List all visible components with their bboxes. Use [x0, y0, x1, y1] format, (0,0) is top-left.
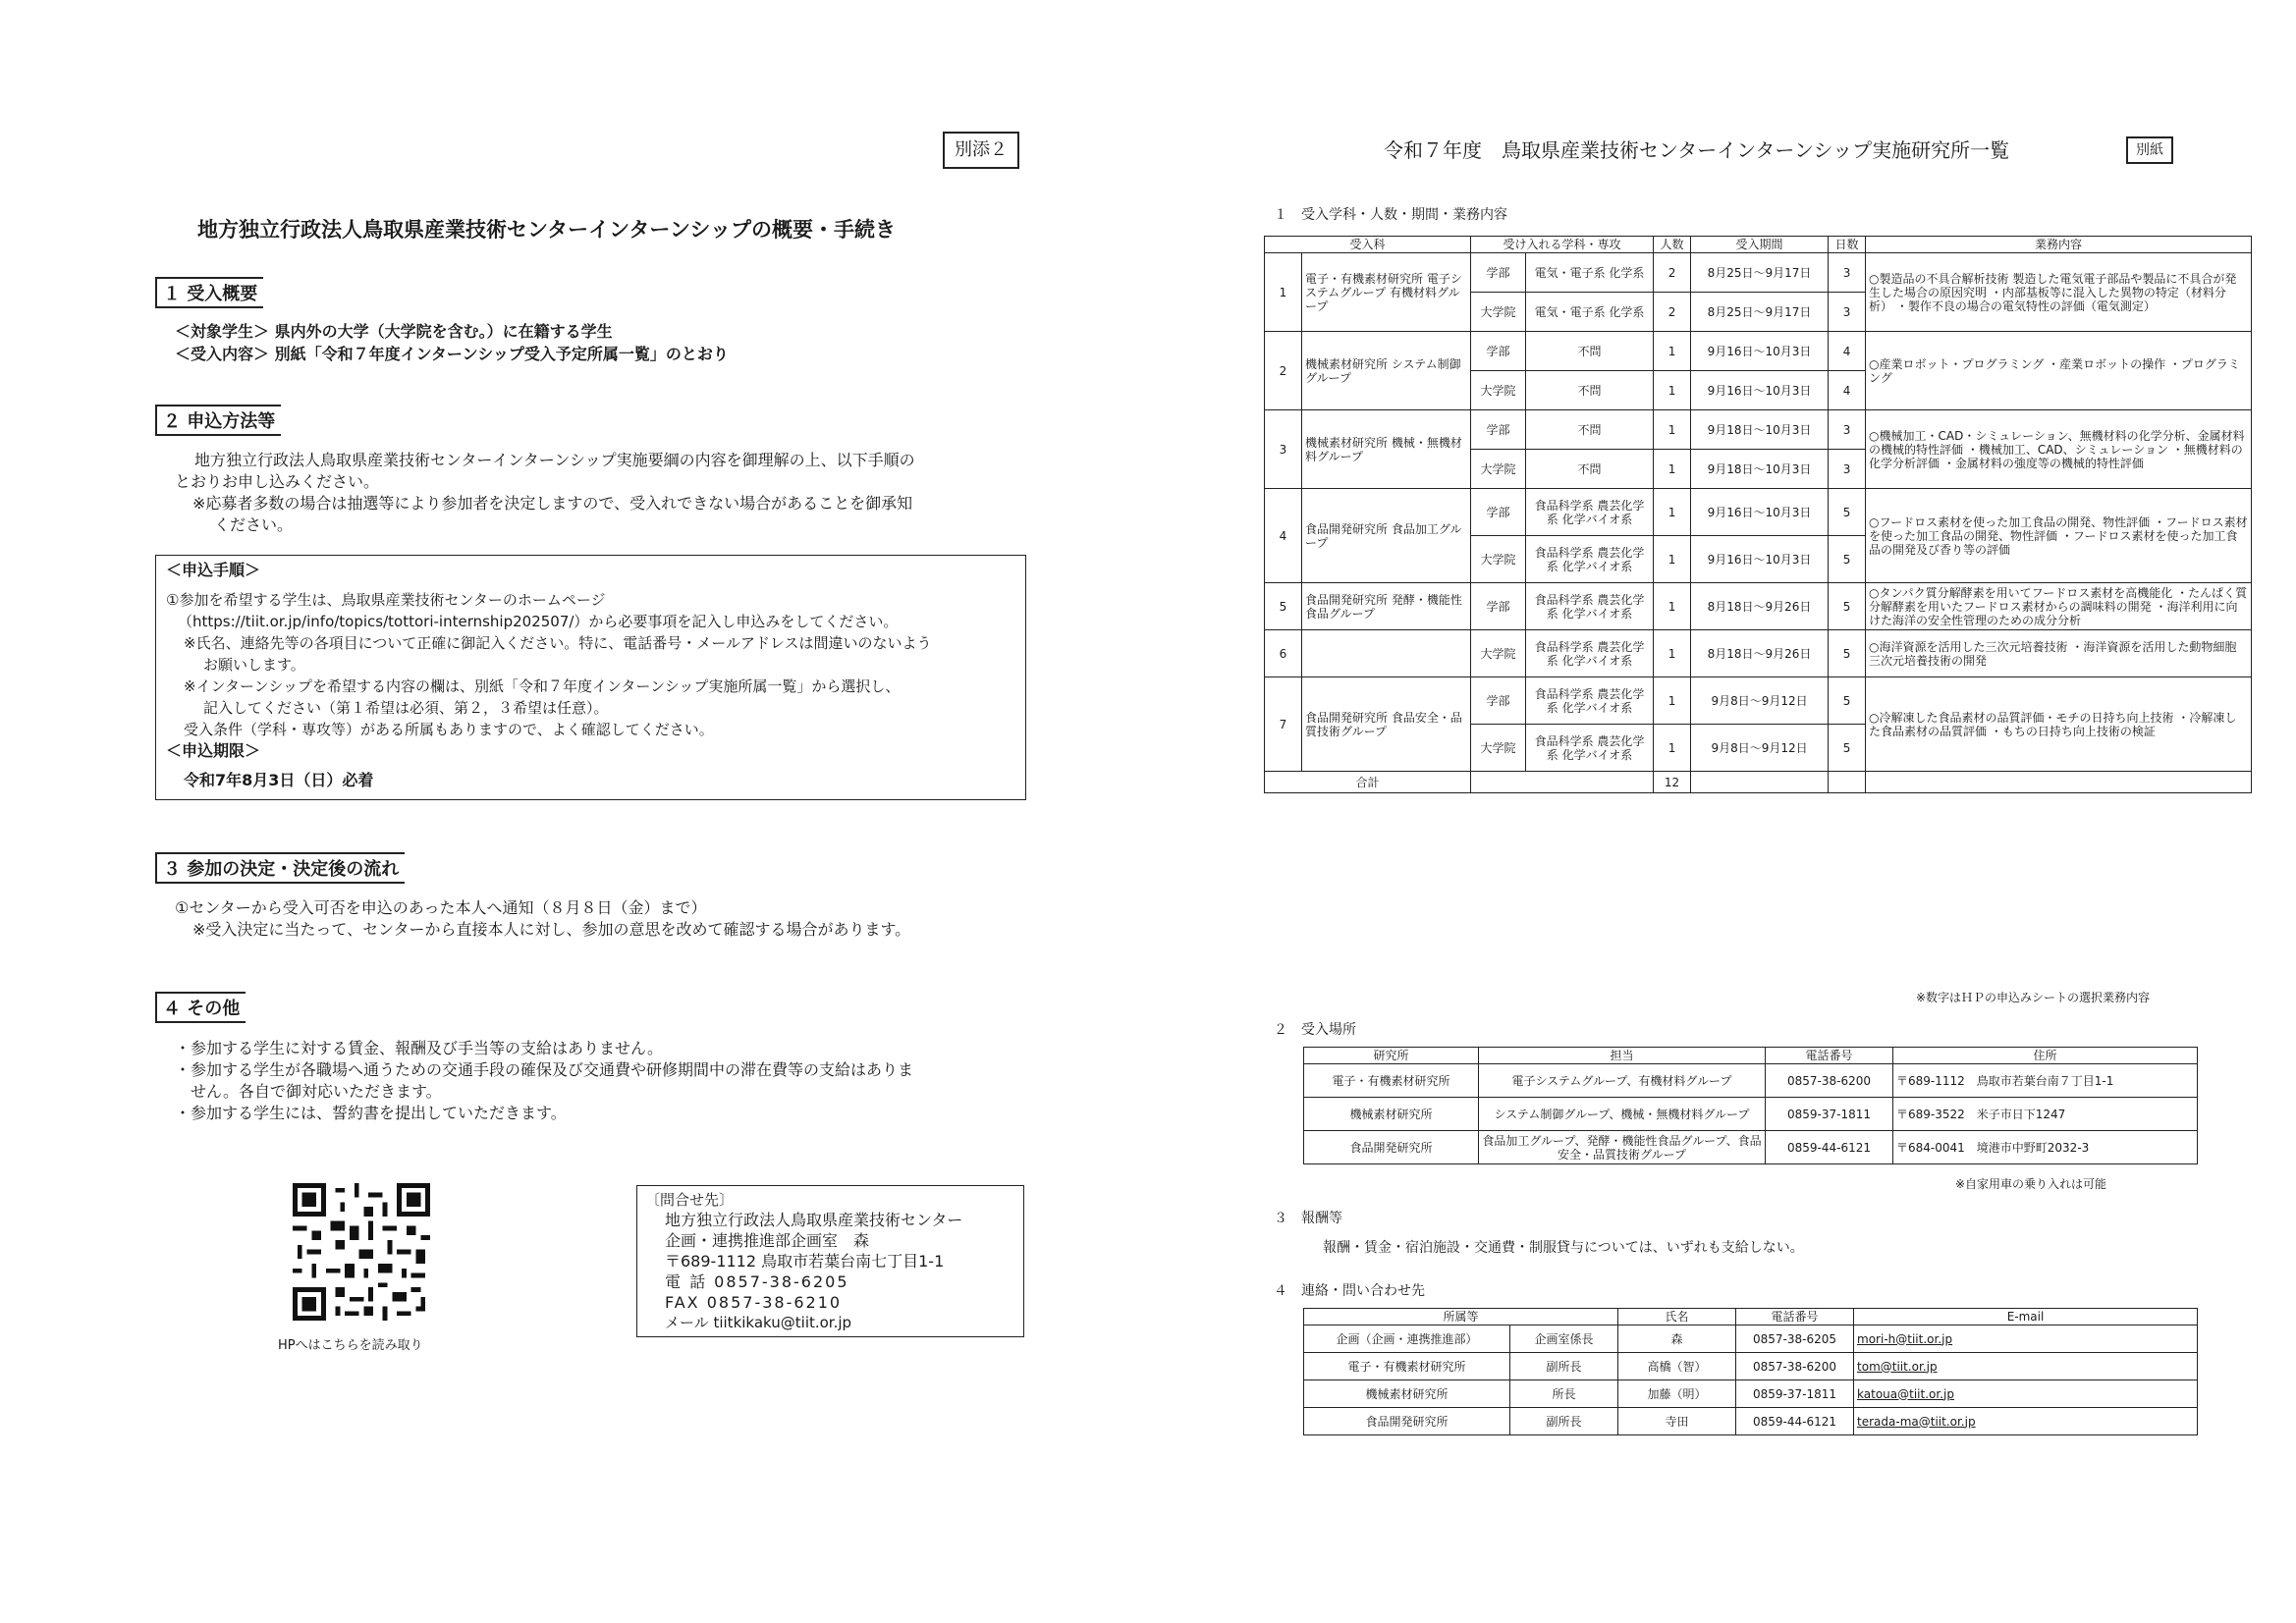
level: 学部: [1471, 253, 1526, 293]
table2-note: ※自家用車の乗り入れは可能: [1955, 1177, 2107, 1191]
contact-address: 〒689-1112 鳥取市若葉台南七丁目1-1: [665, 1252, 945, 1271]
t3-header-affiliation: 所属等: [1304, 1309, 1618, 1325]
period: 8月18日～9月26日: [1691, 583, 1829, 630]
department-name: 機械素材研究所 機械・無機材料グループ: [1302, 410, 1471, 489]
count: 1: [1654, 583, 1691, 630]
days: 3: [1829, 253, 1866, 293]
major: 食品科学系 農芸化学系 化学バイオ系: [1526, 536, 1654, 583]
list-title: 令和７年度 鳥取県産業技術センターインターンシップ実施研究所一覧: [1384, 138, 2010, 162]
contact-cell: 機械素材研究所: [1304, 1380, 1510, 1408]
level: 大学院: [1471, 293, 1526, 332]
count: 1: [1654, 630, 1691, 677]
work-content: ○産業ロボット・プログラミング ・産業ロボットの操作 ・プログラミング: [1866, 332, 2252, 410]
days: 3: [1829, 410, 1866, 450]
location-table: [1303, 1047, 2198, 1164]
section-1-heading: １ 受入概要: [155, 277, 263, 308]
location-cell: 〒684-0041 境港市中野町2032-3: [1893, 1131, 2198, 1164]
email-link[interactable]: katoua@tiit.or.jp: [1854, 1380, 2198, 1408]
lottery-note: ※応募者多数の場合は抽選等により参加者を決定しますので、受入れできない場合があることを御承知: [192, 494, 913, 513]
section-3-heading: ３ 報酬等: [1274, 1211, 1342, 1226]
days: 3: [1829, 450, 1866, 489]
level: 大学院: [1471, 371, 1526, 410]
count: 2: [1654, 293, 1691, 332]
procedure-heading: ＜申込手順＞: [166, 561, 261, 579]
period: 9月18日～10月3日: [1691, 410, 1829, 450]
level: 大学院: [1471, 630, 1526, 677]
other-bullet-1: ・参加する学生に対する賃金、報酬及び手当等の支給はありません。: [175, 1039, 663, 1057]
qr-caption: HPへはこちらを読み取り: [278, 1338, 423, 1353]
table-row: [1265, 489, 2252, 536]
deadline-heading: ＜申込期限＞: [166, 741, 261, 760]
contact-cell: 加藤（明）: [1618, 1380, 1736, 1408]
other-bullet-2: ・参加する学生が各職場へ通うための交通手段の確保及び交通費や研修期間中の滞在費等の支給はありま: [175, 1060, 914, 1079]
level: 大学院: [1471, 536, 1526, 583]
department-name: 電子・有機素材研究所 電子システムグループ 有機材料グループ: [1302, 253, 1471, 332]
contact-org: 地方独立行政法人鳥取県産業技術センター: [665, 1211, 963, 1229]
contact-cell: 副所長: [1510, 1353, 1618, 1380]
email-link[interactable]: tom@tiit.or.jp: [1854, 1353, 2198, 1380]
contact-cell: 0859-37-1811: [1736, 1380, 1854, 1408]
days: 5: [1829, 677, 1866, 725]
email-link[interactable]: mori-h@tiit.or.jp: [1854, 1325, 2198, 1353]
section-2-heading: ２ 受入場所: [1274, 1022, 1356, 1038]
period: 9月16日～10月3日: [1691, 371, 1829, 410]
contact-cell: 食品開発研究所: [1304, 1408, 1510, 1435]
department-name: 食品開発研究所 食品安全・品質技術グループ: [1302, 677, 1471, 772]
period: 9月8日～9月12日: [1691, 677, 1829, 725]
location-cell: 〒689-1112 鳥取市若葉台南７丁目1-1: [1893, 1064, 2198, 1098]
page-title: 地方独立行政法人鳥取県産業技術センターインターンシップの概要・手続き: [197, 218, 896, 242]
t2-header: 電話番号: [1766, 1048, 1893, 1064]
total-row: [1265, 772, 2252, 793]
count: 1: [1654, 332, 1691, 371]
row-number: 4: [1265, 489, 1302, 583]
total-label: 合計: [1265, 772, 1471, 793]
level: 大学院: [1471, 725, 1526, 772]
location-cell: 食品加工グループ、発酵・機能性食品グループ、食品安全・品質技術グループ: [1479, 1131, 1766, 1164]
section-1-heading: １ 受入学科・人数・期間・業務内容: [1274, 207, 1507, 223]
days: 5: [1829, 583, 1866, 630]
attachment-tag: 別添２: [943, 132, 1019, 169]
t2-header: 研究所: [1304, 1048, 1479, 1064]
days: 5: [1829, 536, 1866, 583]
procedure-step-1: ①参加を希望する学生は、鳥取県産業技術センターのホームページ: [166, 591, 606, 609]
row-number: 5: [1265, 583, 1302, 630]
application-procedure-box: [155, 555, 1026, 800]
location-cell: 0857-38-6200: [1766, 1064, 1893, 1098]
t3-header-name: 氏名: [1618, 1309, 1736, 1325]
location-cell: 食品開発研究所: [1304, 1131, 1479, 1164]
contact-box: [636, 1185, 1024, 1337]
major: 電気・電子系 化学系: [1526, 293, 1654, 332]
contact-cell: 企画室係長: [1510, 1325, 1618, 1353]
row-number: 6: [1265, 630, 1302, 677]
work-content: ○フードロス素材を使った加工食品の開発、物性評価 ・フードロス素材を使った加工食品の開発、物性評価 ・フードロス素材を使った加工食品の開発及び香り等の評価: [1866, 489, 2252, 583]
location-cell: 機械素材研究所: [1304, 1098, 1479, 1131]
days: 3: [1829, 293, 1866, 332]
count: 1: [1654, 725, 1691, 772]
contact-cell: 電子・有機素材研究所: [1304, 1353, 1510, 1380]
count: 2: [1654, 253, 1691, 293]
contact-cell: 0857-38-6205: [1736, 1325, 1854, 1353]
level: 学部: [1471, 677, 1526, 725]
contact-heading: 〔問合せ先〕: [645, 1191, 735, 1209]
location-cell: システム制御グループ、機械・無機材料グループ: [1479, 1098, 1766, 1131]
period: 9月18日～10月3日: [1691, 450, 1829, 489]
procedure-note-1-cont: お願いします。: [203, 656, 305, 674]
table-row: [1304, 1064, 2198, 1098]
days: 5: [1829, 489, 1866, 536]
email-link[interactable]: terada-ma@tiit.or.jp: [1854, 1408, 2198, 1435]
days: 5: [1829, 725, 1866, 772]
major: 不問: [1526, 371, 1654, 410]
other-bullet-2-cont: せん。各自で御対応いただきます。: [191, 1082, 442, 1101]
section-4-heading: ４ 連絡・問い合わせ先: [1274, 1283, 1425, 1299]
level: 学部: [1471, 410, 1526, 450]
count: 1: [1654, 536, 1691, 583]
table-row: [1304, 1408, 2198, 1435]
contact-cell: 副所長: [1510, 1408, 1618, 1435]
section-2-heading: ２ 申込方法等: [155, 405, 281, 436]
procedure-note-1: ※氏名、連絡先等の各項目について正確に御記入ください。特に、電話番号・メールアドレスは間違いのないよう: [184, 634, 932, 652]
count: 1: [1654, 410, 1691, 450]
location-cell: 電子システムグループ、有機材料グループ: [1479, 1064, 1766, 1098]
major: 食品科学系 農芸化学系 化学バイオ系: [1526, 630, 1654, 677]
period: 9月8日～9月12日: [1691, 725, 1829, 772]
count: 1: [1654, 489, 1691, 536]
department-name: [1302, 630, 1471, 677]
level: 学部: [1471, 583, 1526, 630]
row-number: 1: [1265, 253, 1302, 332]
table1-note: ※数字はＨＰの申込みシートの選択業務内容: [1916, 991, 2151, 1004]
table-row: [1265, 630, 2252, 677]
days: 4: [1829, 332, 1866, 371]
empty-cell: [1471, 772, 1654, 793]
work-content: ○海洋資源を活用した三次元培養技術 ・海洋資源を活用した動物細胞三次元培養技術の開発: [1866, 630, 2252, 677]
decision-notice: ①センターから受入可否を申込のあった本人へ通知（８月８日（金）まで）: [175, 898, 707, 917]
acceptance-content: ＜受入内容＞ 別紙「令和７年度インターンシップ受入予定所属一覧」のとおり: [175, 345, 729, 363]
row-number: 3: [1265, 410, 1302, 489]
procedure-note-3: 受入条件（学科・専攻等）がある所属もありますので、よく確認してください。: [184, 721, 714, 738]
contact-cell: 0859-44-6121: [1736, 1408, 1854, 1435]
right-page: [1148, 0, 2296, 1623]
contact-cell: 企画（企画・連携推進部）: [1304, 1325, 1510, 1353]
contact-email[interactable]: メール tiitkikaku@tiit.or.jp: [665, 1314, 852, 1331]
total-count: 12: [1654, 772, 1691, 793]
application-paragraph: 地方独立行政法人鳥取県産業技術センターインターンシップ実施要綱の内容を御理解の上、以下手順の: [194, 451, 915, 469]
table-row: [1304, 1325, 2198, 1353]
location-cell: 0859-37-1811: [1766, 1098, 1893, 1131]
procedure-note-2: ※インターンシップを希望する内容の欄は、別紙「令和７年度インターンシップ実施所属一覧」から選択し、: [184, 677, 901, 695]
deadline-date: 令和7年8月3日（日）必着: [184, 771, 374, 789]
t1-header-count: 人数: [1654, 237, 1691, 253]
t1-header-dept: 受入科: [1265, 237, 1471, 253]
section-3-heading: ３ 参加の決定・決定後の流れ: [155, 852, 405, 884]
appendix-tag: 別紙: [2126, 136, 2173, 164]
contact-cell: 0857-38-6200: [1736, 1353, 1854, 1380]
contact-phone: 電 話 0857-38-6205: [665, 1272, 849, 1291]
major: 不問: [1526, 450, 1654, 489]
lottery-note-cont: ください。: [214, 515, 294, 534]
major: 食品科学系 農芸化学系 化学バイオ系: [1526, 489, 1654, 536]
t2-header: 担当: [1479, 1048, 1766, 1064]
t2-header: 住所: [1893, 1048, 2198, 1064]
level: 大学院: [1471, 450, 1526, 489]
application-paragraph-cont: とおりお申し込みください。: [175, 472, 380, 491]
other-bullet-3: ・参加する学生には、誓約書を提出していただきます。: [175, 1104, 567, 1122]
empty-cell: [1866, 772, 2252, 793]
period: 8月25日～9月17日: [1691, 253, 1829, 293]
t1-header-major: 受け入れる学科・専攻: [1471, 237, 1654, 253]
t3-header-phone: 電話番号: [1736, 1309, 1854, 1325]
contact-cell: 森: [1618, 1325, 1736, 1353]
empty-cell: [1691, 772, 1829, 793]
location-cell: 0859-44-6121: [1766, 1131, 1893, 1164]
contact-table: [1303, 1308, 2198, 1435]
table-row: [1304, 1380, 2198, 1408]
period: 9月16日～10月3日: [1691, 489, 1829, 536]
major: 不問: [1526, 410, 1654, 450]
t1-header-period: 受入期間: [1691, 237, 1829, 253]
period: 9月16日～10月3日: [1691, 332, 1829, 371]
target-students: ＜対象学生＞ 県内外の大学（大学院を含む。）に在籍する学生: [175, 322, 613, 341]
count: 1: [1654, 450, 1691, 489]
major: 食品科学系 農芸化学系 化学バイオ系: [1526, 583, 1654, 630]
level: 学部: [1471, 489, 1526, 536]
contact-cell: 高橋（智）: [1618, 1353, 1736, 1380]
t3-header-email: E-mail: [1854, 1309, 2198, 1325]
qr-code[interactable]: [293, 1183, 430, 1321]
section-4-heading: ４ その他: [155, 992, 246, 1023]
major: 食品科学系 農芸化学系 化学バイオ系: [1526, 677, 1654, 725]
level: 学部: [1471, 332, 1526, 371]
work-content: ○製造品の不具合解析技術 製造した電気電子部品や製品に不具合が発生した場合の原因究明 ・内部基板等に混入した異物の特定（材料分析） ・製作不良の場合の電気特性の評価（電気測定）: [1866, 253, 2252, 332]
procedure-note-2-cont: 記入してください（第１希望は必須、第２，３希望は任意）。: [203, 699, 609, 717]
table-row: [1265, 253, 2252, 293]
table-row: [1265, 677, 2252, 725]
table-row: [1265, 583, 2252, 630]
work-content: ○機械加工・CAD・シミュレーション、無機材料の化学分析、金属材料の機械的特性評価 ・機械加工、CAD、シミュレーション ・無機材料の化学分析評価 ・金属材料の強度等の機械的特性評価: [1866, 410, 2252, 489]
location-cell: 電子・有機素材研究所: [1304, 1064, 1479, 1098]
t1-header-work: 業務内容: [1866, 237, 2252, 253]
work-content: ○タンパク質分解酵素を用いてフードロス素材を高機能化 ・たんぱく質分解酵素を用いたフードロス素材からの調味料の開発 ・海洋利用に向けた海洋の安全性管理のための成分分析: [1866, 583, 2252, 630]
homepage-url[interactable]: （https://tiit.or.jp/info/topics/tottori-internship202507/）から必要事項を記入し申込みをしてください。: [178, 613, 899, 630]
department-name: 食品開発研究所 食品加工グループ: [1302, 489, 1471, 583]
count: 1: [1654, 677, 1691, 725]
row-number: 7: [1265, 677, 1302, 772]
t1-header-days: 日数: [1829, 237, 1866, 253]
major: 食品科学系 農芸化学系 化学バイオ系: [1526, 725, 1654, 772]
internship-table: [1264, 236, 2252, 793]
days: 5: [1829, 630, 1866, 677]
contact-dept: 企画・連携推進部企画室 森: [665, 1231, 870, 1250]
table-row: [1265, 332, 2252, 371]
department-name: 食品開発研究所 発酵・機能性食品グループ: [1302, 583, 1471, 630]
count: 1: [1654, 371, 1691, 410]
period: 9月16日～10月3日: [1691, 536, 1829, 583]
compensation-text: 報酬・賃金・宿泊施設・交通費・制服貸与については、いずれも支給しない。: [1323, 1240, 1804, 1256]
decision-note: ※受入決定に当たって、センターから直接本人に対し、参加の意思を改めて確認する場合があります。: [192, 920, 911, 939]
row-number: 2: [1265, 332, 1302, 410]
location-cell: 〒689-3522 米子市日下1247: [1893, 1098, 2198, 1131]
period: 8月18日～9月26日: [1691, 630, 1829, 677]
contact-fax: FAX 0857-38-6210: [665, 1293, 843, 1312]
table-row: [1304, 1353, 2198, 1380]
contact-cell: 寺田: [1618, 1408, 1736, 1435]
table-row: [1265, 410, 2252, 450]
period: 8月25日～9月17日: [1691, 293, 1829, 332]
department-name: 機械素材研究所 システム制御グループ: [1302, 332, 1471, 410]
days: 4: [1829, 371, 1866, 410]
work-content: ○冷解凍した食品素材の品質評価・モチの日持ち向上技術 ・冷解凍した食品素材の品質評価 ・もちの日持ち向上技術の検証: [1866, 677, 2252, 772]
contact-cell: 所長: [1510, 1380, 1618, 1408]
major: 電気・電子系 化学系: [1526, 253, 1654, 293]
table-row: [1304, 1098, 2198, 1131]
major: 不問: [1526, 332, 1654, 371]
empty-cell: [1829, 772, 1866, 793]
table-row: [1304, 1131, 2198, 1164]
